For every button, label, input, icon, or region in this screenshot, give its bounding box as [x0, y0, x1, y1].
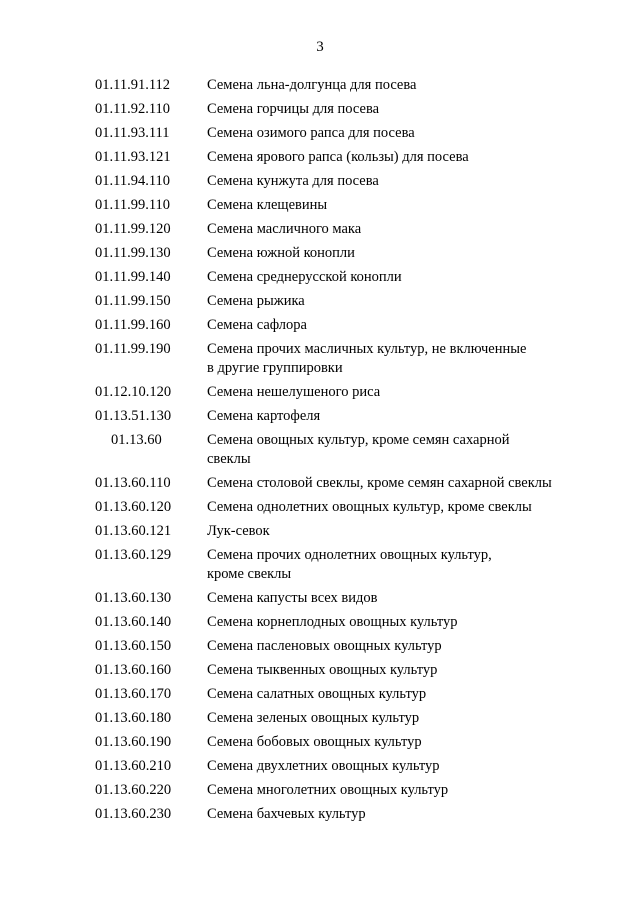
table-row — [0, 316, 640, 340]
description-line: Семена рыжика — [207, 293, 305, 309]
description-line: Семена двухлетних овощных культур — [207, 758, 440, 774]
row-code: 01.11.91.112 — [95, 77, 171, 93]
row-description — [205, 522, 597, 541]
row-description — [205, 757, 597, 776]
row-code: 01.13.60.121 — [95, 523, 172, 539]
row-description — [205, 613, 597, 632]
row-code: 01.13.60.210 — [95, 758, 172, 774]
row-code: 01.13.60.130 — [95, 590, 172, 606]
description-line: Семена льна-долгунца для посева — [207, 77, 417, 93]
row-code: 01.13.60.160 — [95, 662, 172, 678]
description-line: Семена бахчевых культур — [207, 806, 366, 822]
row-description — [205, 292, 597, 311]
row-description — [205, 733, 597, 752]
row-code: 01.11.94.110 — [95, 173, 171, 189]
description-line: Семена сафлора — [207, 317, 307, 333]
description-line: Семена овощных культур, кроме семян сахарной — [207, 432, 510, 448]
description-line: Семена однолетних овощных культур, кроме свеклы — [207, 499, 532, 515]
row-description — [205, 316, 597, 335]
table-row — [0, 522, 640, 546]
table-row — [0, 733, 640, 757]
row-description — [205, 781, 597, 800]
description-line: Семена озимого рапса для посева — [207, 125, 415, 141]
table-row — [0, 637, 640, 661]
row-description — [205, 268, 597, 287]
row-code: 01.13.60.230 — [95, 806, 172, 822]
table-row — [0, 244, 640, 268]
description-line: Семена салатных овощных культур — [207, 686, 427, 702]
row-code: 01.13.60.140 — [95, 614, 172, 630]
table-row — [0, 431, 640, 474]
row-code: 01.11.99.140 — [95, 269, 171, 285]
description-line: Семена прочих масличных культур, не включенные — [207, 341, 527, 357]
table-row — [0, 383, 640, 407]
row-code: 01.13.60.150 — [95, 638, 172, 654]
table-row — [0, 268, 640, 292]
row-description — [205, 431, 597, 469]
row-description — [205, 546, 597, 584]
description-line: Семена ярового рапса (кользы) для посева — [207, 149, 469, 165]
description-line: Семена тыквенных овощных культур — [207, 662, 438, 678]
row-description — [205, 685, 597, 704]
description-line: Семена многолетних овощных культур — [207, 782, 449, 798]
table-row — [0, 340, 640, 383]
row-description — [205, 220, 597, 239]
table-row — [0, 613, 640, 637]
row-description — [205, 124, 597, 143]
description-line: Семена столовой свеклы, кроме семян сахарной свеклы — [207, 475, 552, 491]
row-code: 01.13.60.190 — [95, 734, 172, 750]
table-row — [0, 76, 640, 100]
description-line: свеклы — [207, 451, 251, 467]
row-code: 01.11.93.111 — [95, 125, 170, 141]
row-description — [205, 498, 597, 517]
row-description — [205, 76, 597, 95]
table-row — [0, 196, 640, 220]
row-description — [205, 244, 597, 263]
row-description — [205, 196, 597, 215]
description-line: Семена южной конопли — [207, 245, 355, 261]
table-row — [0, 148, 640, 172]
table-row — [0, 498, 640, 522]
table-row — [0, 546, 640, 589]
row-description — [205, 661, 597, 680]
row-code: 01.13.60.180 — [95, 710, 172, 726]
description-line: Семена прочих однолетних овощных культур, — [207, 547, 492, 563]
row-code: 01.11.99.150 — [95, 293, 171, 309]
table-row — [0, 220, 640, 244]
description-line: в другие группировки — [207, 360, 343, 376]
description-line: Семена картофеля — [207, 408, 321, 424]
row-code: 01.13.60.129 — [95, 547, 172, 563]
code-table — [0, 76, 640, 829]
row-description — [205, 340, 597, 378]
table-row — [0, 589, 640, 613]
description-line: Семена кунжута для посева — [207, 173, 379, 189]
row-code: 01.13.51.130 — [95, 408, 172, 424]
description-line: Семена зеленых овощных культур — [207, 710, 420, 726]
table-row — [0, 124, 640, 148]
table-row — [0, 709, 640, 733]
row-description — [205, 805, 597, 824]
description-line: Семена бобовых овощных культур — [207, 734, 422, 750]
description-line: Семена масличного мака — [207, 221, 362, 237]
description-line: Семена среднерусской конопли — [207, 269, 402, 285]
table-row — [0, 781, 640, 805]
row-code: 01.11.99.110 — [95, 197, 171, 213]
table-row — [0, 100, 640, 124]
description-line: Семена клещевины — [207, 197, 328, 213]
row-code: 01.13.60.110 — [95, 475, 171, 491]
description-line: Семена корнеплодных овощных культур — [207, 614, 458, 630]
row-code: 01.13.60.220 — [95, 782, 172, 798]
table-row — [0, 685, 640, 709]
row-code: 01.13.60.120 — [95, 499, 172, 515]
table-row — [0, 292, 640, 316]
description-line: Лук-севок — [207, 523, 270, 539]
table-row — [0, 805, 640, 829]
description-line: Семена пасленовых овощных культур — [207, 638, 442, 654]
description-line: Семена горчицы для посева — [207, 101, 380, 117]
page-number: 3 — [316, 39, 324, 55]
row-code: 01.11.99.160 — [95, 317, 171, 333]
row-code: 01.11.92.110 — [95, 101, 171, 117]
row-description — [205, 637, 597, 656]
row-description — [205, 709, 597, 728]
row-code: 01.11.99.190 — [95, 341, 171, 357]
table-row — [0, 757, 640, 781]
row-description — [205, 148, 597, 167]
row-description — [205, 474, 597, 493]
table-row — [0, 661, 640, 685]
table-row — [0, 172, 640, 196]
row-code: 01.11.99.120 — [95, 221, 171, 237]
description-line: Семена капусты всех видов — [207, 590, 378, 606]
row-description — [205, 407, 597, 426]
description-line: кроме свеклы — [207, 566, 292, 582]
row-code: 01.11.93.121 — [95, 149, 171, 165]
table-row — [0, 407, 640, 431]
row-description — [205, 172, 597, 191]
row-code: 01.11.99.130 — [95, 245, 171, 261]
row-description — [205, 100, 597, 119]
row-description — [205, 589, 597, 608]
row-description — [205, 383, 597, 402]
row-code: 01.13.60.170 — [95, 686, 172, 702]
row-code: 01.12.10.120 — [95, 384, 172, 400]
description-line: Семена нешелушеного риса — [207, 384, 381, 400]
table-row — [0, 474, 640, 498]
row-code: 01.13.60 — [111, 432, 162, 448]
